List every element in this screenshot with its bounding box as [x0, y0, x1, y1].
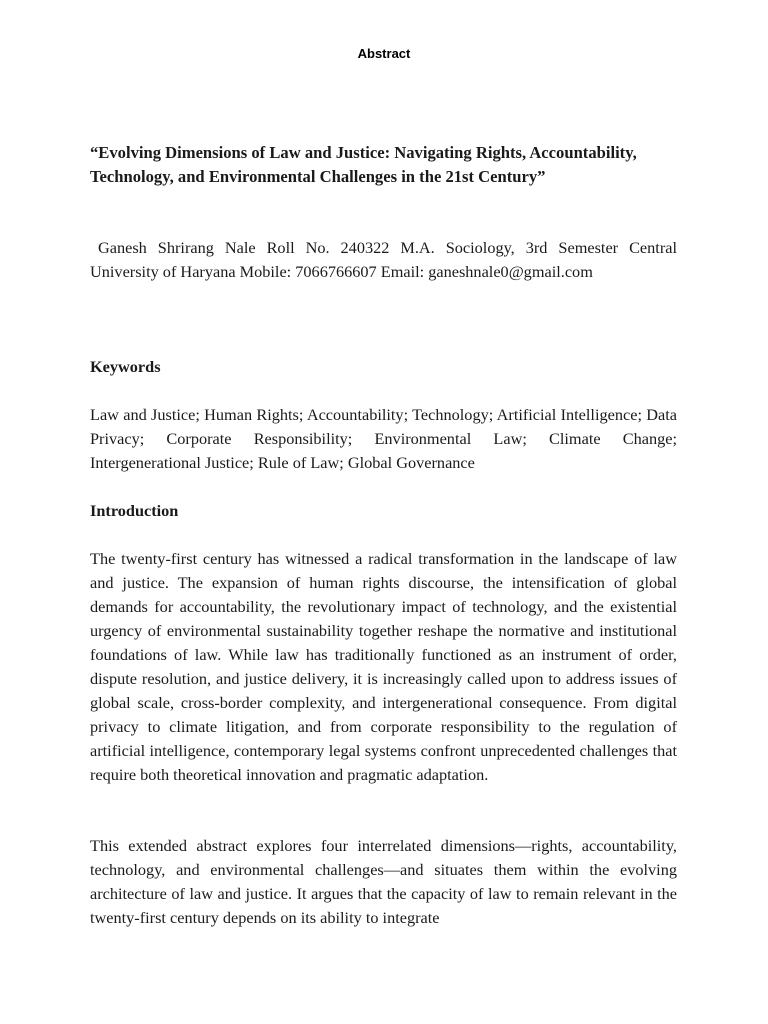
keywords-list: Law and Justice; Human Rights; Accountability; Technology; Artificial Intelligence; Data Privacy; Corporate Responsibility; Environmental Law; Climate Change; Intergenerational Justice; Rule of Law; Global Governance	[90, 405, 677, 472]
keywords-heading: Keywords	[90, 357, 161, 376]
section-label: Abstract	[357, 46, 411, 61]
introduction-paragraph: The twenty-first century has witnessed a radical transformation in the landscape of law and justice. The expansion of human rights discourse, the intensification of global demands for accountability, the revolutionary impact of technology, and the existential urgency of environmental sustainability together reshape the normative and institutional foundations of law. While law has traditionally functioned as an instrument of order, dispute resolution, and justice delivery, it is increasingly called upon to address issues of global scale, cross-border complexity, and intergenerational consequence. From digital privacy to climate litigation, and from corporate responsibility to the regulation of artificial intelligence, contemporary legal systems confront unprecedented challenges that require both theoretical innovation and pragmatic adaptation.	[90, 549, 677, 784]
paper-title: “Evolving Dimensions of Law and Justice: Navigating Rights, Accountability, Technology, and Environmental Challenges in the 21st Century”	[90, 143, 637, 186]
introduction-paragraph: This extended abstract explores four interrelated dimensions—rights, accountability, technology, and environmental challenges—and situates them within the evolving architecture of law and justice. It argues that the capacity of law to remain relevant in the twenty-first century depends on its ability to integrate	[90, 836, 677, 927]
introduction-heading: Introduction	[90, 501, 179, 520]
author-info: Ganesh Shrirang Nale Roll No. 240322 M.A. Sociology, 3rd Semester Central University of Haryana Mobile: 7066766607 Email: ganeshnale0@gmail.com	[90, 238, 677, 281]
